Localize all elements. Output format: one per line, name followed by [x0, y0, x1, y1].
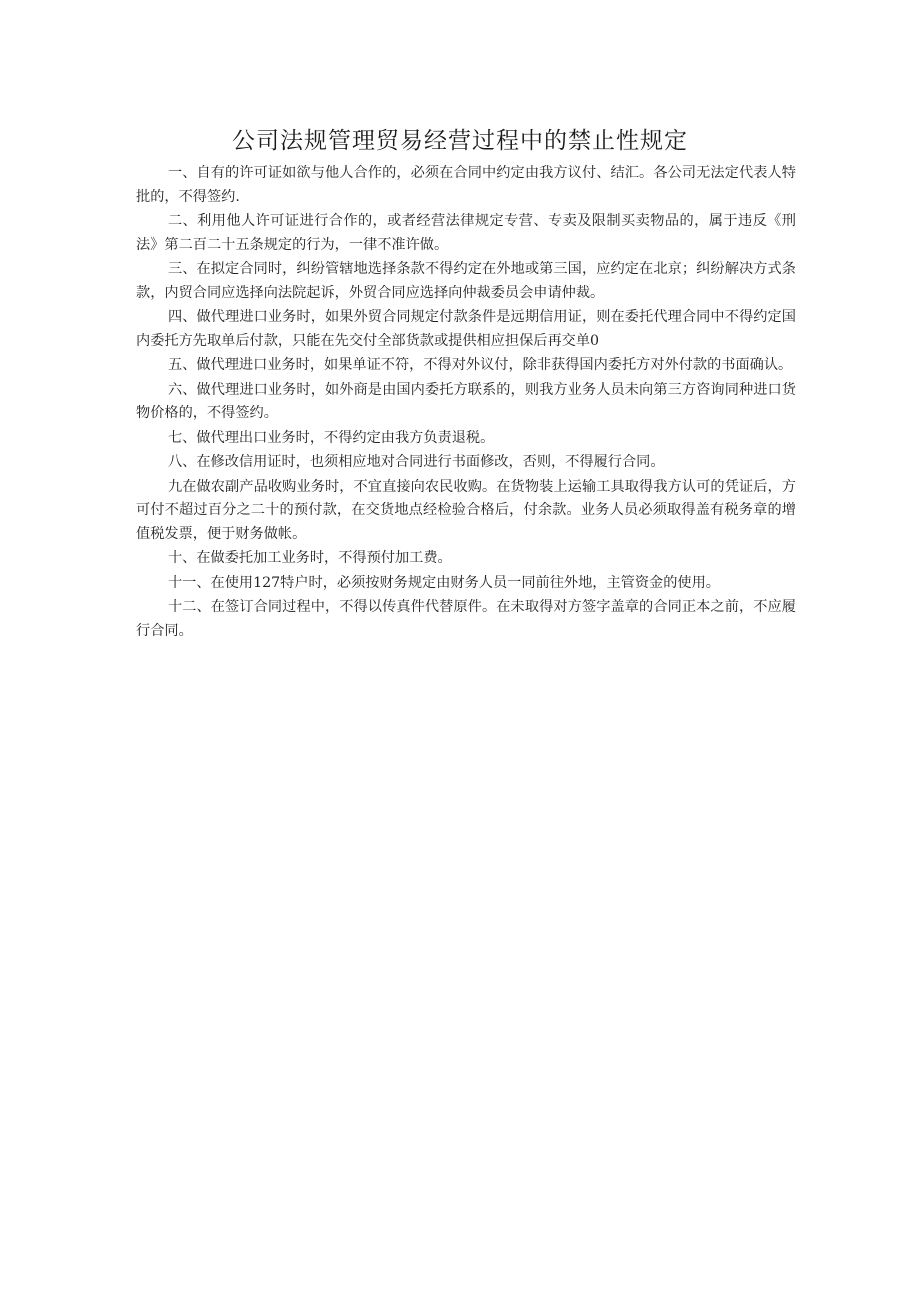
paragraph-12: 十二、在签订合同过程中，不得以传真件代替原件。在未取得对方签字盖章的合同正本之前，不应履行合同。: [136, 599, 796, 639]
paragraph-2: 二、利用他人许可证进行合作的，或者经营法律规定专营、专卖及限制买卖物品的，属于违反《刑法》第二百二十五条规定的行为，一律不准许做。: [136, 213, 796, 253]
paragraph-10: 十、在做委托加工业务时，不得预付加工费。: [167, 550, 452, 566]
paragraph-4: 四、做代理进口业务时，如果外贸合同规定付款条件是远期信用证，则在委托代理合同中不得约定国内委托方先取单后付款，只能在先交付全部货款或提供相应担保后再交单0: [136, 309, 796, 349]
paragraph-9: 九在做农副产品收购业务时，不宜直接向农民收购。在货物装上运输工具取得我方认可的凭证后，方可付不超过百分之二十的预付款，在交货地点经检验合格后，付余款。业务人员必须取得盖有税务章的增值税发票，便于财务做帐。: [136, 478, 796, 542]
paragraph-3: 三、在拟定合同时，纠纷管辖地选择条款不得约定在外地或第三国，应约定在北京；纠纷解决方式条款，内贸合同应选择向法院起诉，外贸合同应选择向仲裁委员会申请仲裁。: [136, 261, 796, 301]
document-title: 公司法规管理贸易经营过程中的禁止性规定: [232, 128, 688, 154]
paragraph-11: 十一、在使用127特户时，必须按财务规定由财务人员一同前往外地，主管资金的使用。: [167, 574, 720, 591]
paragraph-5: 五、做代理进口业务时，如果单证不符，不得对外议付，除非获得国内委托方对外付款的书面确认。: [167, 357, 793, 373]
paragraph-7: 七、做代理出口业务时，不得约定由我方负责退税。: [167, 429, 495, 446]
paragraph-1: 一、自有的许可证如欲与他人合作的，必须在合同中约定由我方议付、结汇。各公司无法定代表人特批的，不得签约.: [136, 165, 796, 205]
document-body: [136, 162, 796, 644]
paragraph-8: 八、在修改信用证时，也须相应地对合同进行书面修改，否则，不得履行合同。: [167, 454, 665, 470]
paragraph-6: 六、做代理进口业务时，如外商是由国内委托方联系的，则我方业务人员未向第三方咨询同种进口货物价格的，不得签约。: [136, 381, 796, 421]
